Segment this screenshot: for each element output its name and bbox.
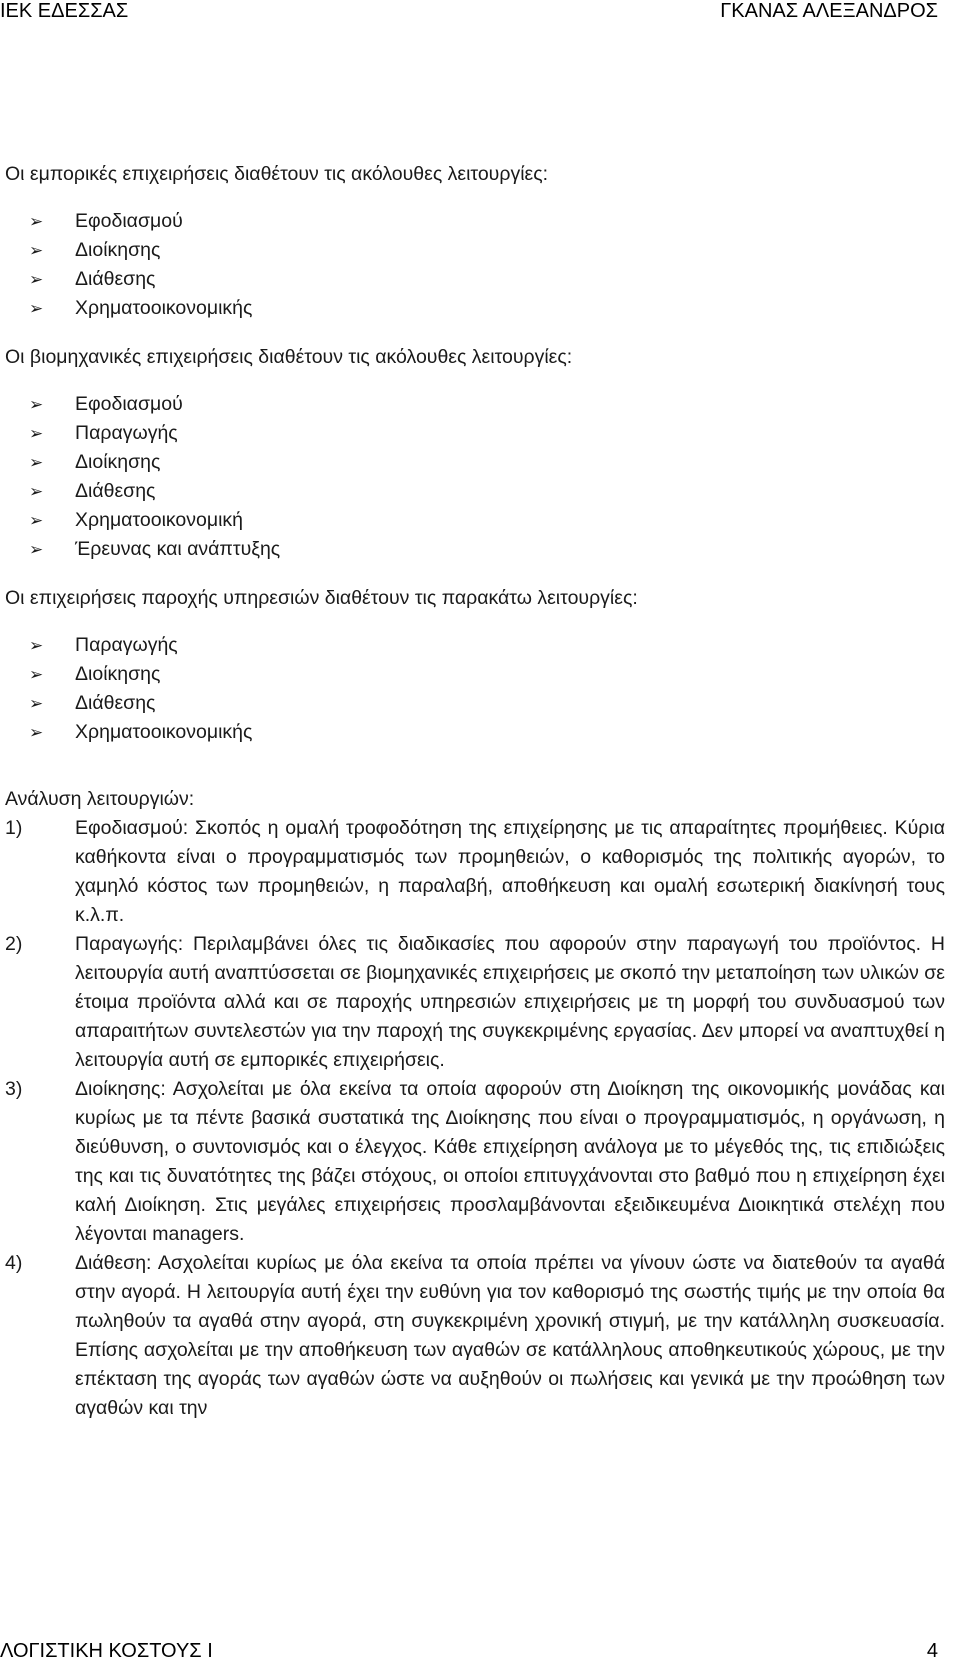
item-number: 2) (5, 933, 23, 955)
footer-course-title: ΛΟΓΙΣΤΙΚΗ ΚΟΣΤΟΥΣ Ι (0, 1640, 213, 1662)
function-list-industrial (5, 390, 945, 564)
arrow-bullet-icon: ➢ (29, 395, 44, 414)
item-text: Διοίκησης: Ασχολείται με όλα εκείνα τα οποία αφορούν στη Διοίκηση της οικονομικής μονάδας και κυρίως με τα πέντε βασικά συστατικά της Διοίκησης που είναι ο προγραμματισμός, η οργάνωση, η διεύθυνση, ο συντονισμός και ο έλεγχος. Κάθε επιχείρηση ανάλογα με το μέγεθός της, τις επιδιώξεις της και τις δυνατότητες της βάζει στόχους, οι οποίοι επιτυγχάνονται στο βαθμό που η επιχείρηση έχει καλή Διοίκηση. Στις μεγάλες επιχειρήσεις προσλαμβάνονται εξειδικευμένα Διοικητικά στελέχη που λέγονται managers. (75, 1078, 945, 1245)
arrow-bullet-icon: ➢ (29, 241, 44, 260)
item-text: Παραγωγής: Περιλαμβάνει όλες τις διαδικασίες που αφορούν στην παραγωγή του προϊόντος. Η λειτουργία αυτή αναπτύσσεται σε βιομηχανικές επιχειρήσεις με σκοπό την μεταποίηση των υλικών σε έτοιμα προϊόντα αλλά και σε παροχής υπηρεσιών επιχειρήσεις με τη μορφή του συνδυασμού των απαραιτήτων συντελεστών για την παροχή της συγκεκριμένης εργασίας. Δεν μπορεί να αναπτυχθεί η λειτουργία αυτή σε εμπορικές επιχειρήσεις. (75, 933, 945, 1071)
item-number: 3) (5, 1078, 23, 1100)
list-item: ➢ Χρηματοοικονομική (5, 506, 945, 535)
item-number: 1) (5, 817, 23, 839)
arrow-bullet-icon: ➢ (29, 665, 44, 684)
page-number: 4 (926, 1640, 938, 1662)
analysis-item (5, 930, 945, 1075)
list-item: ➢ Παραγωγής (5, 631, 945, 660)
page-footer (0, 1640, 960, 1673)
analysis-item (5, 814, 945, 930)
item-text: Εφοδιασμού: Σκοπός η ομαλή τροφοδότηση της επιχείρησης με τις απαραίτητες προμήθειες. Κύρια καθήκοντα είναι ο προγραμματισμός των προμηθειών, ο καθορισμός της πολιτικής αγορών, το χαμηλό κόστος των προμηθειών, η παραλαβή, αποθήκευση και ομαλή εσωτερική διακίνησή τους κ.λ.π. (75, 817, 945, 926)
arrow-bullet-icon: ➢ (29, 270, 44, 289)
analysis-item (5, 1075, 945, 1249)
analysis-item (5, 1249, 945, 1423)
function-list-services (5, 631, 945, 747)
section-intro-industrial: Οι βιομηχανικές επιχειρήσεις διαθέτουν τις ακόλουθες λειτουργίες: (5, 346, 573, 368)
list-item: ➢ Διοίκησης (5, 448, 945, 477)
arrow-bullet-icon: ➢ (29, 694, 44, 713)
arrow-bullet-icon: ➢ (29, 540, 44, 559)
list-item: ➢ Διάθεσης (5, 689, 945, 718)
arrow-bullet-icon: ➢ (29, 453, 44, 472)
list-item: ➢ Παραγωγής (5, 419, 945, 448)
list-item: ➢ Εφοδιασμού (5, 207, 945, 236)
list-item: ➢ Διοίκησης (5, 660, 945, 689)
function-list-commercial (5, 207, 945, 323)
page-header (0, 0, 960, 30)
list-item: ➢ Διάθεσης (5, 265, 945, 294)
arrow-bullet-icon: ➢ (29, 636, 44, 655)
arrow-bullet-icon: ➢ (29, 511, 44, 530)
list-item: ➢ Χρηματοοικονομικής (5, 294, 945, 323)
section-intro-services: Οι επιχειρήσεις παροχής υπηρεσιών διαθέτουν τις παρακάτω λειτουργίες: (5, 587, 638, 609)
arrow-bullet-icon: ➢ (29, 299, 44, 318)
header-institution: ΙΕΚ ΕΔΕΣΣΑΣ (0, 0, 129, 22)
analysis-list (5, 814, 945, 1423)
list-item: ➢ Έρευνας και ανάπτυξης (5, 535, 945, 564)
list-item: ➢ Διοίκησης (5, 236, 945, 265)
section-intro-commercial: Οι εμπορικές επιχειρήσεις διαθέτουν τις ακόλουθες λειτουργίες: (5, 163, 549, 185)
arrow-bullet-icon: ➢ (29, 212, 44, 231)
list-item: ➢ Διάθεσης (5, 477, 945, 506)
analysis-title: Ανάλυση λειτουργιών: (5, 788, 195, 810)
list-item: ➢ Εφοδιασμού (5, 390, 945, 419)
item-text: Διάθεση: Ασχολείται κυρίως με όλα εκείνα τα οποία πρέπει να γίνουν ώστε να διατεθούν τα αγαθά στην αγορά. Η λειτουργία αυτή έχει την ευθύνη για τον καθορισμό της σωστής τιμής με την οποία θα πωληθούν τα αγαθά στην αγορά, στη συγκεκριμένη χρονική στιγμή, με την κατάλληλη συσκευασία. Επίσης ασχολείται με την αποθήκευση των αγαθών σε κατάλληλους αποθηκευτικούς χώρους, με την επέκταση της αγοράς των αγαθών ώστε να αυξηθούν οι πωλήσεις και γενικά με την προώθηση των αγαθών και την (75, 1252, 945, 1419)
arrow-bullet-icon: ➢ (29, 482, 44, 501)
item-number: 4) (5, 1252, 23, 1274)
document-body (5, 160, 945, 1423)
arrow-bullet-icon: ➢ (29, 723, 44, 742)
header-author: ΓΚΑΝΑΣ ΑΛΕΞΑΝΔΡΟΣ (720, 0, 938, 22)
arrow-bullet-icon: ➢ (29, 424, 44, 443)
list-item: ➢ Χρηματοοικονομικής (5, 718, 945, 747)
